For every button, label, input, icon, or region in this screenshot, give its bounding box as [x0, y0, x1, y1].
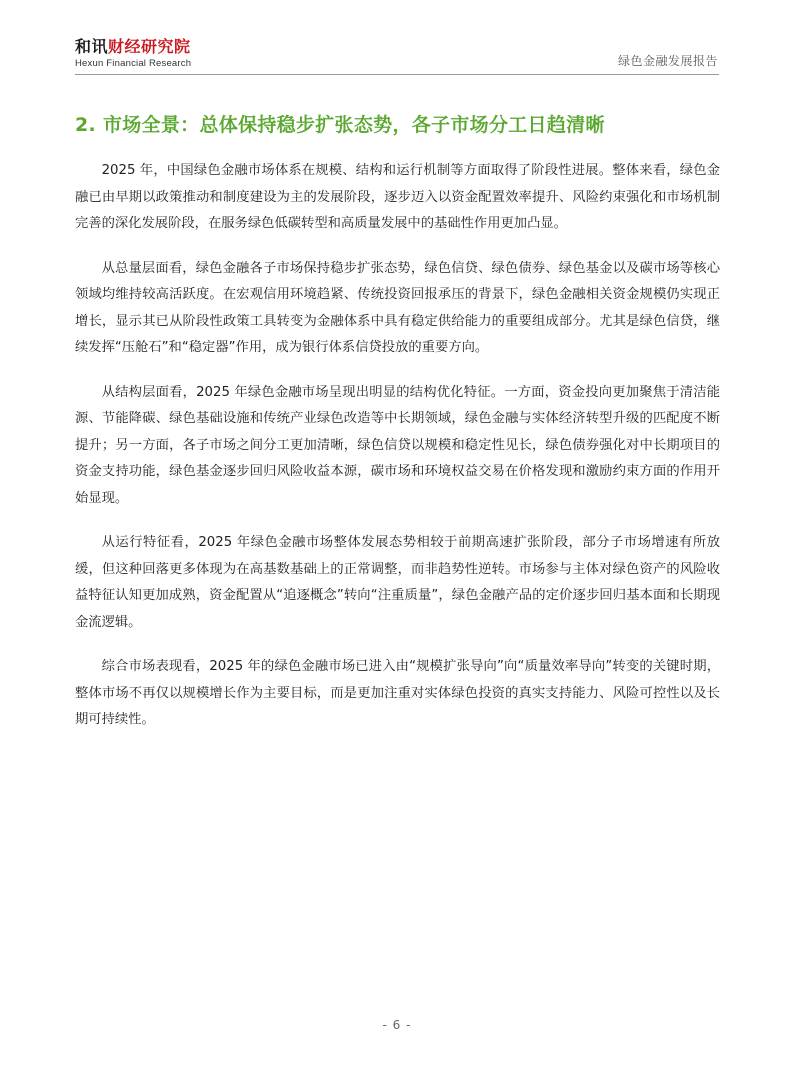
header-divider — [75, 74, 719, 75]
page-number: - 6 - — [382, 1018, 412, 1032]
page-header — [0, 0, 794, 80]
logo-english: Hexun Financial Research — [75, 58, 192, 69]
section-heading: 2. 市场全景：总体保持稳步扩张态势，各子市场分工日趋清晰 — [75, 114, 605, 136]
paragraph: 从结构层面看，2025 年绿色金融市场呈现出明显的结构优化特征。一方面，资金投向更加聚焦于清洁能源、节能降碳、绿色基础设施和传统产业绿色改造等中长期领域，绿色金融与实体经济转型升级的匹配度不断提升；另一方面，各子市场之间分工更加清晰，绿色信贷以规模和稳定性见长，绿色债券强化对中长期项目的资金支持功能，绿色基金逐步回归风险收益本源，碳市场和环境权益交易在价格发现和激励约束方面的作用开始显现。 — [75, 384, 720, 506]
logo-brand-text: 和讯 — [75, 37, 109, 56]
paragraph: 综合市场表现看，2025 年的绿色金融市场已进入由“规模扩张导向”向“质量效率导向”转变的关键时期，整体市场不再仅以规模增长作为主要目标，而是更加注重对实体绿色投资的真实支持能力、风险可控性以及长期可持续性。 — [75, 659, 720, 727]
hexun-logo — [75, 38, 191, 69]
report-title: 绿色金融发展报告 — [617, 54, 718, 68]
paragraph: 从运行特征看，2025 年绿色金融市场整体发展态势相较于前期高速扩张阶段，部分子市场增速有所放缓，但这种回落更多体现为在高基数基础上的正常调整，而非趋势性逆转。市场参与主体对绿色资产的风险收益特征认知更加成熟，资金配置从“追逐概念”转向“注重质量”，绿色金融产品的定价逐步回归基本面和长期现金流逻辑。 — [75, 535, 720, 630]
logo-institute-text: 财经研究院 — [108, 37, 191, 56]
body-text — [75, 158, 720, 752]
paragraph: 2025 年，中国绿色金融市场体系在规模、结构和运行机制等方面取得了阶段性进展。整体来看，绿色金融已由早期以政策推动和制度建设为主的发展阶段，逐步迈入以资金配置效率提升、风险约束强化和市场机制完善的深化发展阶段，在服务绿色低碳转型和高质量发展中的基础性作用更加凸显。 — [75, 163, 720, 231]
logo-chinese — [75, 38, 191, 56]
paragraph: 从总量层面看，绿色金融各子市场保持稳步扩张态势，绿色信贷、绿色债券、绿色基金以及碳市场等核心领域均维持较高活跃度。在宏观信用环境趋紧、传统投资回报承压的背景下，绿色金融相关资金规模仍实现正增长，显示其已从阶段性政策工具转变为金融体系中具有稳定供给能力的重要组成部分。尤其是绿色信贷，继续发挥“压舱石”和“稳定器”作用，成为银行体系信贷投放的重要方向。 — [75, 260, 720, 355]
